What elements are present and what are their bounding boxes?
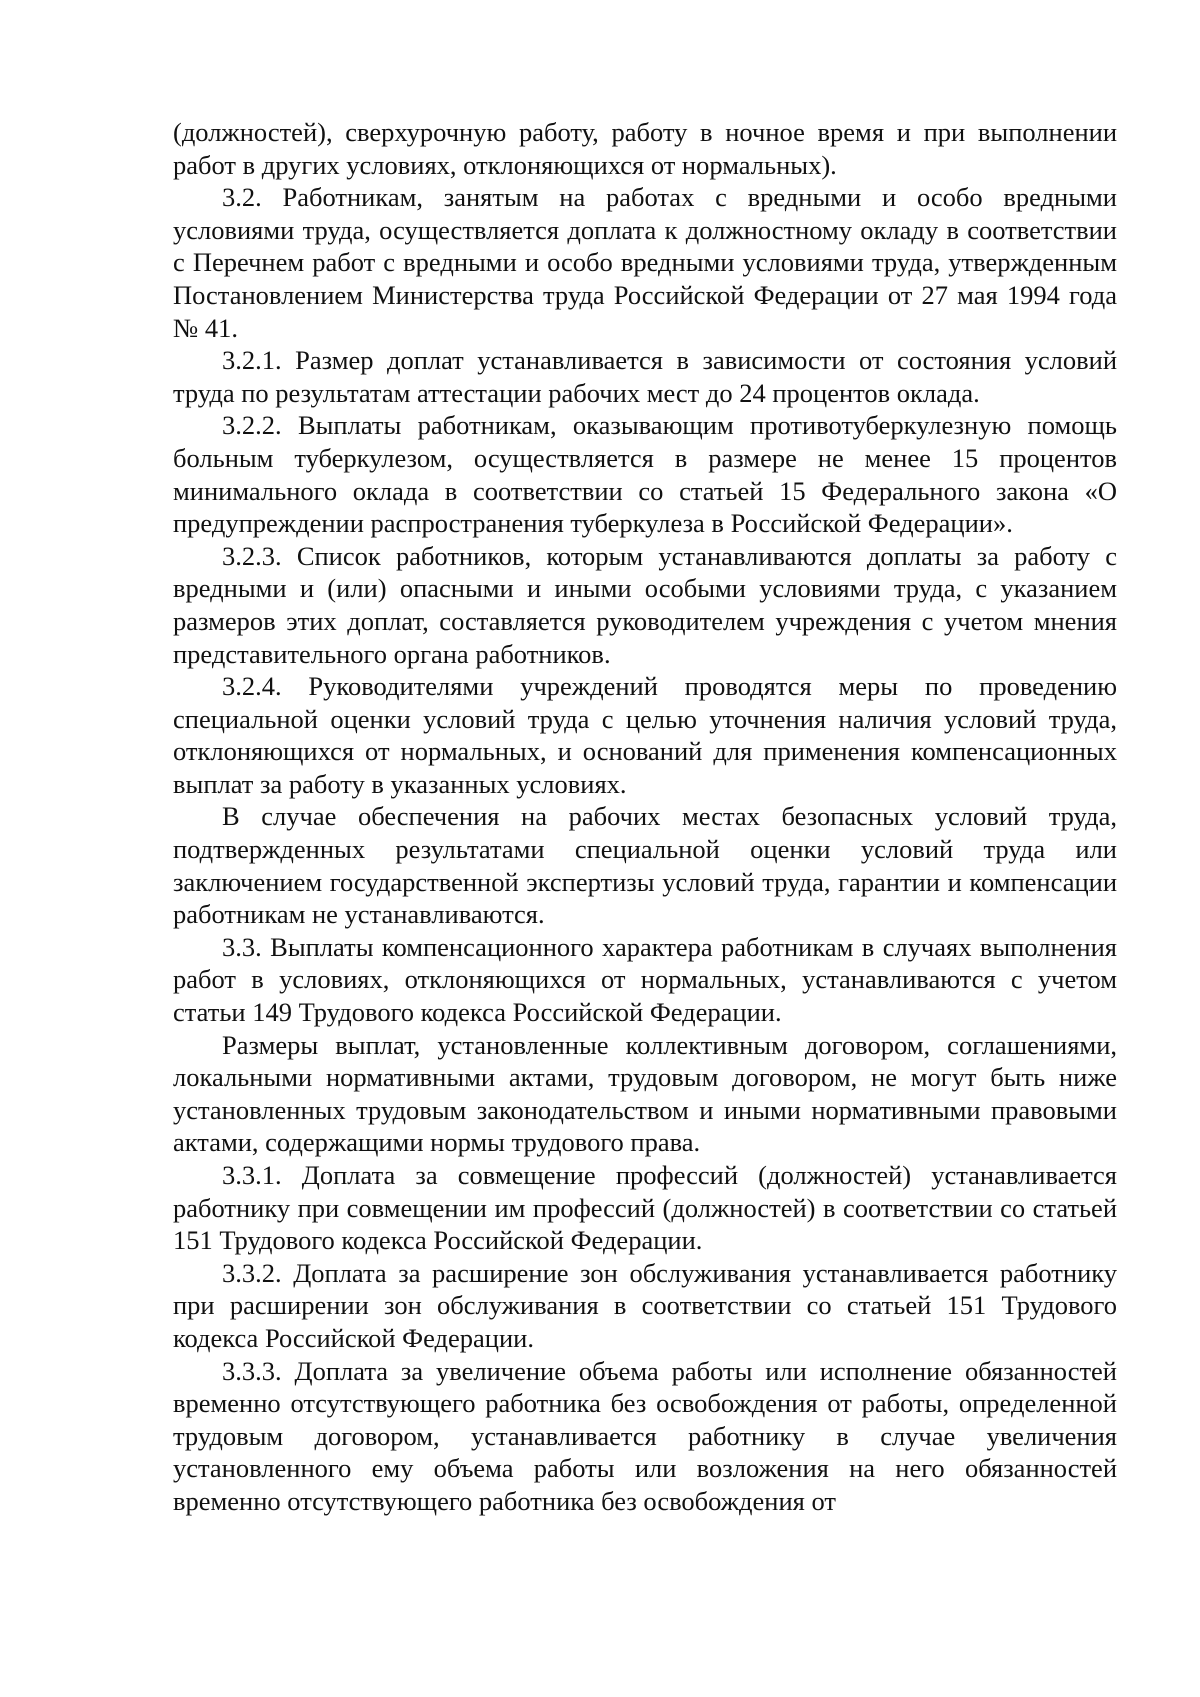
paragraph-3-3-3: 3.3.3. Доплата за увеличение объема работы или исполнение обязанностей временно отсутствующего работника без освобождения от работы, определенной трудовым договором, устанавливается работнику в случае увеличения установленного ему объема работы или возложения на него обязанностей временно отсутствующего работника без освобождения от bbox=[173, 1355, 1117, 1516]
paragraph-3-2: 3.2. Работникам, занятым на работах с вредными и особо вредными условиями труда, осуществляется доплата к должностному окладу в соответствии с Перечнем работ с вредными и особо вредными условиями труда, утвержденным Постановлением Министерства труда Российской Федерации от 27 мая 1994 года № 41. bbox=[173, 182, 1117, 343]
paragraph-safe-conditions: В случае обеспечения на рабочих местах безопасных условий труда, подтвержденных результатами специальной оценки условий труда или заключением государственной экспертизы условий труда, гарантии и компенсации работникам не устанавливаются. bbox=[173, 801, 1117, 930]
paragraph-continuation: (должностей), сверхурочную работу, работу в ночное время и при выполнении работ в других условиях, отклоняющихся от нормальных). bbox=[173, 117, 1117, 180]
paragraph-3-2-2: 3.2.2. Выплаты работникам, оказывающим противотуберкулезную помощь больным туберкулезом, осуществляется в размере не менее 15 процентов минимального оклада в соответствии со статьей 15 Федерального закона «О предупреждении распространения туберкулеза в Российской Федерации». bbox=[173, 410, 1117, 539]
paragraph-3-2-4: 3.2.4. Руководителями учреждений проводятся меры по проведению специальной оценки условий труда с целью уточнения наличия условий труда, отклоняющихся от нормальных, и оснований для применения компенсационных выплат за работу в указанных условиях. bbox=[173, 671, 1117, 799]
paragraph-3-3-1: 3.3.1. Доплата за совмещение профессий (должностей) устанавливается работнику при совмещении им профессий (должностей) в соответствии со статьей 151 Трудового кодекса Российской Федерации. bbox=[173, 1160, 1117, 1256]
paragraph-3-3-2: 3.3.2. Доплата за расширение зон обслуживания устанавливается работнику при расширении зон обслуживания в соответствии со статьей 151 Трудового кодекса Российской Федерации. bbox=[173, 1257, 1117, 1353]
document-body bbox=[173, 116, 1117, 1518]
paragraph-payment-sizes: Размеры выплат, установленные коллективным договором, соглашениями, локальными нормативными актами, трудовым договором, не могут быть ниже установленных трудовым законодательством и иными нормативными правовыми актами, содержащими нормы трудового права. bbox=[173, 1029, 1117, 1158]
paragraph-3-3: 3.3. Выплаты компенсационного характера работникам в случаях выполнения работ в условиях, отклоняющихся от нормальных, устанавливаются с учетом статьи 149 Трудового кодекса Российской Федерации. bbox=[173, 931, 1117, 1028]
paragraph-3-2-1: 3.2.1. Размер доплат устанавливается в зависимости от состояния условий труда по результатам аттестации рабочих мест до 24 процентов оклада. bbox=[173, 345, 1117, 408]
paragraph-3-2-3: 3.2.3. Список работников, которым устанавливаются доплаты за работу с вредными и (или) опасными и иными особыми условиями труда, с указанием размеров этих доплат, составляется руководителем учреждения с учетом мнения представительного органа работников. bbox=[173, 540, 1117, 669]
